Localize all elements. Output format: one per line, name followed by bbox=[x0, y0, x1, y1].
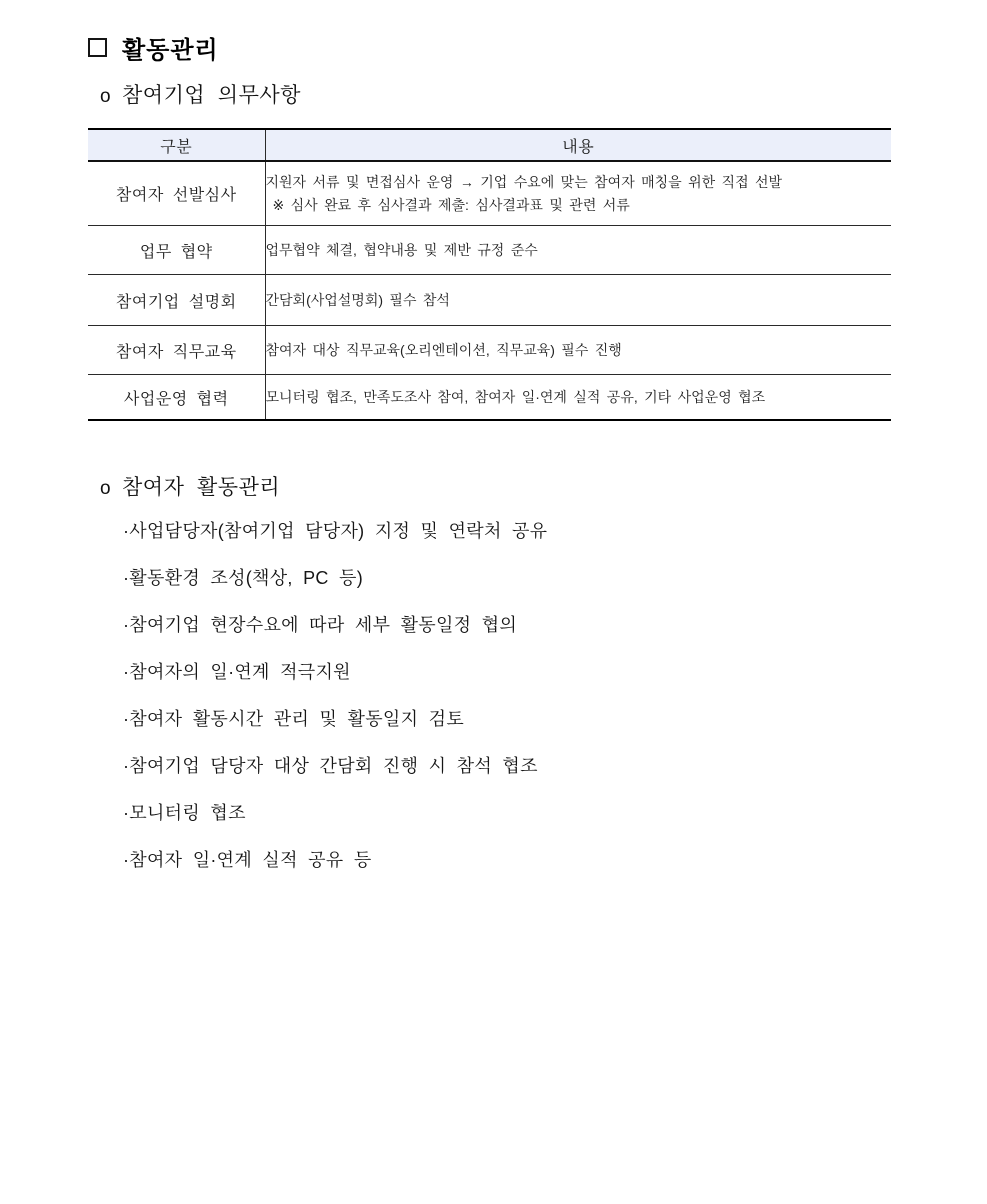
page-title-text: 활동관리 bbox=[122, 37, 219, 64]
square-bullet-icon bbox=[88, 38, 107, 57]
table-row bbox=[88, 226, 891, 275]
table-row bbox=[88, 275, 891, 326]
table-row bbox=[88, 326, 891, 375]
section-heading-obligations bbox=[88, 79, 947, 109]
list-item: ·활동환경 조성(책상, PC 등) bbox=[123, 568, 364, 588]
list-item: ·참여기업 현장수요에 따라 세부 활동일정 협의 bbox=[123, 615, 518, 635]
table-row bbox=[88, 161, 891, 226]
table-header-category: 구분 bbox=[88, 129, 265, 161]
category-cell: 참여자 선발심사 bbox=[88, 161, 265, 226]
category-cell: 참여자 직무교육 bbox=[88, 326, 265, 375]
section-heading-text: 참여기업 의무사항 bbox=[122, 84, 301, 107]
obligations-table bbox=[88, 128, 891, 421]
content-cell bbox=[265, 161, 891, 226]
content-line: ※ 심사 완료 후 심사결과 제출: 심사결과표 및 관련 서류 bbox=[272, 196, 630, 213]
content-cell: 업무협약 체결, 협약내용 및 제반 규정 준수 bbox=[265, 226, 891, 275]
section-heading-participant-activity bbox=[88, 471, 947, 501]
content-cell: 참여자 대상 직무교육(오리엔테이션, 직무교육) 필수 진행 bbox=[265, 326, 891, 375]
table-header-content: 내용 bbox=[265, 129, 891, 161]
list-item: ·모니터링 협조 bbox=[123, 803, 246, 823]
content-cell: 모니터링 협조, 만족도조사 참여, 참여자 일·연계 실적 공유, 기타 사업운영 협조 bbox=[265, 375, 891, 421]
circle-bullet-marker: o bbox=[100, 86, 112, 107]
content-line: 지원자 서류 및 면접심사 운영 → 기업 수요에 맞는 참여자 매칭을 위한 직접 선발 bbox=[265, 173, 783, 190]
category-cell: 사업운영 협력 bbox=[88, 375, 265, 421]
table-row bbox=[88, 375, 891, 421]
list-item: ·참여자의 일·연계 적극지원 bbox=[123, 662, 351, 682]
participant-activity-list bbox=[88, 521, 947, 871]
table-header-row bbox=[88, 129, 891, 161]
section-heading-text: 참여자 활동관리 bbox=[122, 476, 281, 499]
list-item: ·참여자 활동시간 관리 및 활동일지 검토 bbox=[123, 709, 465, 729]
list-item: ·사업담당자(참여기업 담당자) 지정 및 연락처 공유 bbox=[123, 521, 548, 541]
page-title bbox=[88, 30, 947, 65]
circle-bullet-marker: o bbox=[100, 478, 112, 499]
content-cell: 간담회(사업설명회) 필수 참석 bbox=[265, 275, 891, 326]
category-cell: 참여기업 설명회 bbox=[88, 275, 265, 326]
list-item: ·참여자 일·연계 실적 공유 등 bbox=[123, 850, 372, 870]
category-cell: 업무 협약 bbox=[88, 226, 265, 275]
list-item: ·참여기업 담당자 대상 간담회 진행 시 참석 협조 bbox=[123, 756, 538, 776]
